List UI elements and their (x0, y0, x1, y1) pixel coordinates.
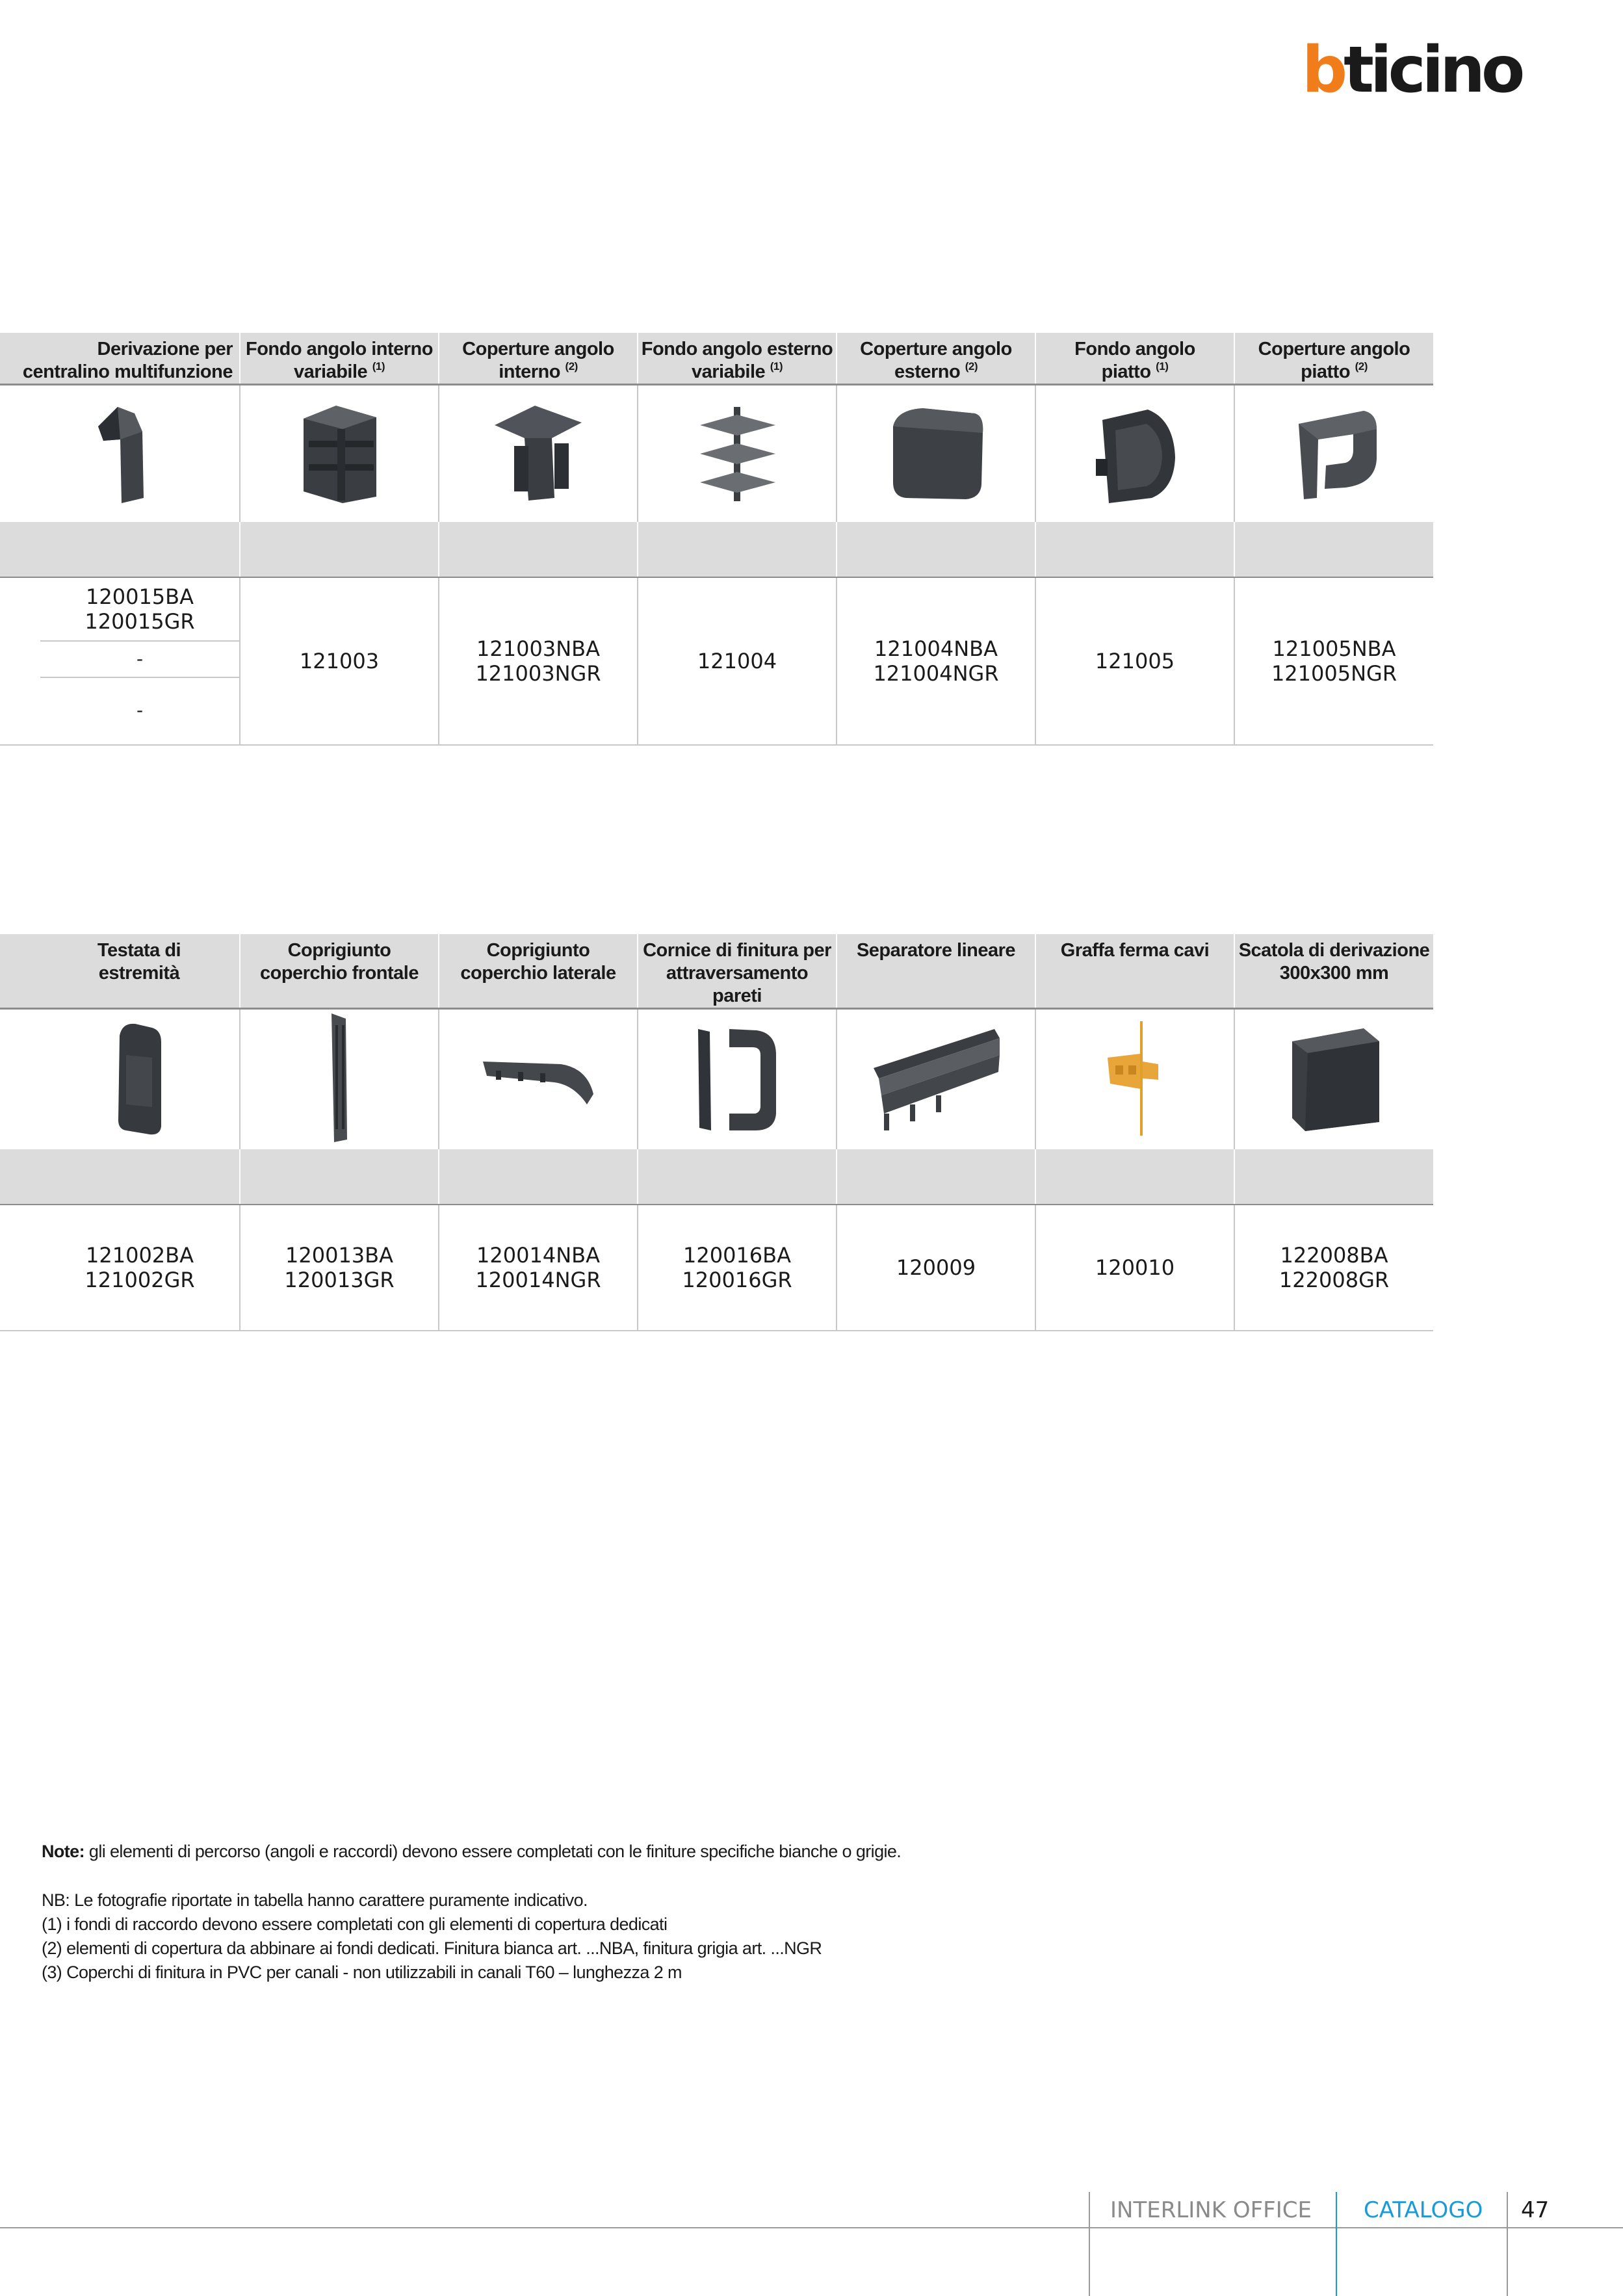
grey-row (0, 522, 1433, 577)
code-cell: 121005NBA 121005NGR (1234, 577, 1433, 745)
logo-rest: ticino (1344, 33, 1522, 107)
product-image-cell (1035, 1009, 1234, 1150)
notes-block (42, 1840, 1212, 1985)
header-cell: Fondo angolo piatto $^{(1)}$ (1035, 333, 1234, 385)
header-cell: Testata di estremità (0, 934, 240, 1009)
table-header-row (0, 934, 1433, 1009)
header-cell: Coperture angolo piatto $^{(2)}$ (1234, 333, 1433, 385)
code-cell: 120010 (1035, 1205, 1234, 1331)
product-image-cell (837, 1009, 1035, 1150)
header-cell: Cornice di finitura per attraversamento pareti (638, 934, 837, 1009)
side-joint-cover-image (476, 1042, 600, 1114)
flat-corner-base-image (1089, 400, 1180, 504)
note-label: Note: (42, 1842, 84, 1861)
code-row (0, 577, 1433, 745)
footnote-3: (3) Coperchi di finitura in PVC per canali - non utilizzabili in canali T60 – lunghezza 2 m (42, 1963, 682, 1982)
image-row (0, 1009, 1433, 1150)
product-table-1 (0, 333, 1433, 746)
junction-box-image (1286, 1019, 1383, 1136)
header-cell: Fondo angolo interno variabile $^{(1)}$ (240, 333, 439, 385)
header-cell: Separatore lineare (837, 934, 1035, 1009)
header-cell: Coperture angolo interno $^{(2)}$ (439, 333, 638, 385)
front-joint-cover-image (320, 1010, 359, 1146)
code-cell: 121005 (1035, 577, 1234, 745)
product-image-cell (837, 385, 1035, 523)
product-table-2 (0, 934, 1433, 1331)
footer-divider (1089, 2192, 1090, 2296)
product-image-cell (439, 385, 638, 523)
bticino-logo (1302, 33, 1522, 107)
note-line (42, 1840, 1212, 1864)
linear-separator-image (864, 1016, 1007, 1140)
footer-rule (0, 2227, 1623, 2228)
logo-b: b (1302, 33, 1344, 107)
footer-divider (1336, 2192, 1337, 2296)
code-cell: 121003NBA 121003NGR (439, 577, 638, 745)
code-cell: 121002BA 121002GR (0, 1205, 240, 1331)
end-cap-image (107, 1016, 172, 1140)
product-image-cell (0, 1009, 240, 1150)
product-image-cell (638, 385, 837, 523)
code-cell-multi (0, 577, 240, 745)
product-image-cell (0, 385, 240, 523)
header-cell: Coprigiunto coperchio frontale (240, 934, 439, 1009)
footer-catalog-label: CATALOGO (1364, 2197, 1483, 2223)
code-cell: 122008BA 122008GR (1234, 1205, 1433, 1331)
product-image-cell (439, 1009, 638, 1150)
product-image-cell (1234, 385, 1433, 523)
code-cell: 120009 (837, 1205, 1035, 1331)
nb-line: NB: Le fotografie riportate in tabella hanno carattere puramente indicativo. (42, 1890, 588, 1910)
code-row (0, 1205, 1433, 1331)
code-cell: 120013BA 120013GR (240, 1205, 439, 1331)
derivation-piece-image (84, 400, 155, 504)
outer-corner-cover-image (884, 400, 988, 504)
cable-clip-image (1096, 1016, 1174, 1140)
wall-frame-image (685, 1016, 789, 1140)
header-cell: Graffa ferma cavi (1035, 934, 1234, 1009)
footer-divider (1507, 2192, 1508, 2296)
product-image-cell (1234, 1009, 1433, 1150)
header-cell: Coperture angolo esterno $^{(2)}$ (837, 333, 1035, 385)
code-cell: 120016BA 120016GR (638, 1205, 837, 1331)
product-image-cell (1035, 385, 1234, 523)
page-footer (0, 2170, 1623, 2296)
code-subcell: 120015BA 120015GR (40, 578, 239, 642)
footnote-1: (1) i fondi di raccordo devono essere completati con gli elementi di copertura dedicati (42, 1914, 668, 1934)
code-cell: 121004 (638, 577, 837, 745)
product-image-cell (638, 1009, 837, 1150)
inner-corner-cover-image (489, 400, 587, 504)
code-cell: 121003 (240, 577, 439, 745)
outer-corner-base-image (695, 400, 779, 504)
footnote-2: (2) elementi di copertura da abbinare ai fondi dedicati. Finitura bianca art. ...NBA, finitura grigia art. ...NGR (42, 1938, 822, 1958)
page-number: 47 (1521, 2197, 1550, 2223)
header-cell: Derivazione per centralino multifunzione (0, 333, 240, 385)
header-cell: Fondo angolo esterno variabile $^{(1)}$ (638, 333, 837, 385)
note-text: gli elementi di percorso (angoli e raccordi) devono essere completati con le finiture specifiche bianche o grigie. (84, 1842, 902, 1861)
product-image-cell (240, 385, 439, 523)
flat-corner-cover-image (1286, 400, 1383, 504)
code-cell: 120014NBA 120014NGR (439, 1205, 638, 1331)
code-subcell: - (40, 642, 239, 678)
code-subcell: - (136, 699, 144, 721)
inner-corner-base-image (297, 400, 382, 504)
product-image-cell (240, 1009, 439, 1150)
image-row (0, 385, 1433, 523)
code-cell: 121004NBA 121004NGR (837, 577, 1035, 745)
grey-row (0, 1149, 1433, 1205)
header-cell: Coprigiunto coperchio laterale (439, 934, 638, 1009)
table-header-row (0, 333, 1433, 385)
footer-section-title: INTERLINK OFFICE (1110, 2197, 1312, 2223)
header-cell: Scatola di derivazione 300x300 mm (1234, 934, 1433, 1009)
